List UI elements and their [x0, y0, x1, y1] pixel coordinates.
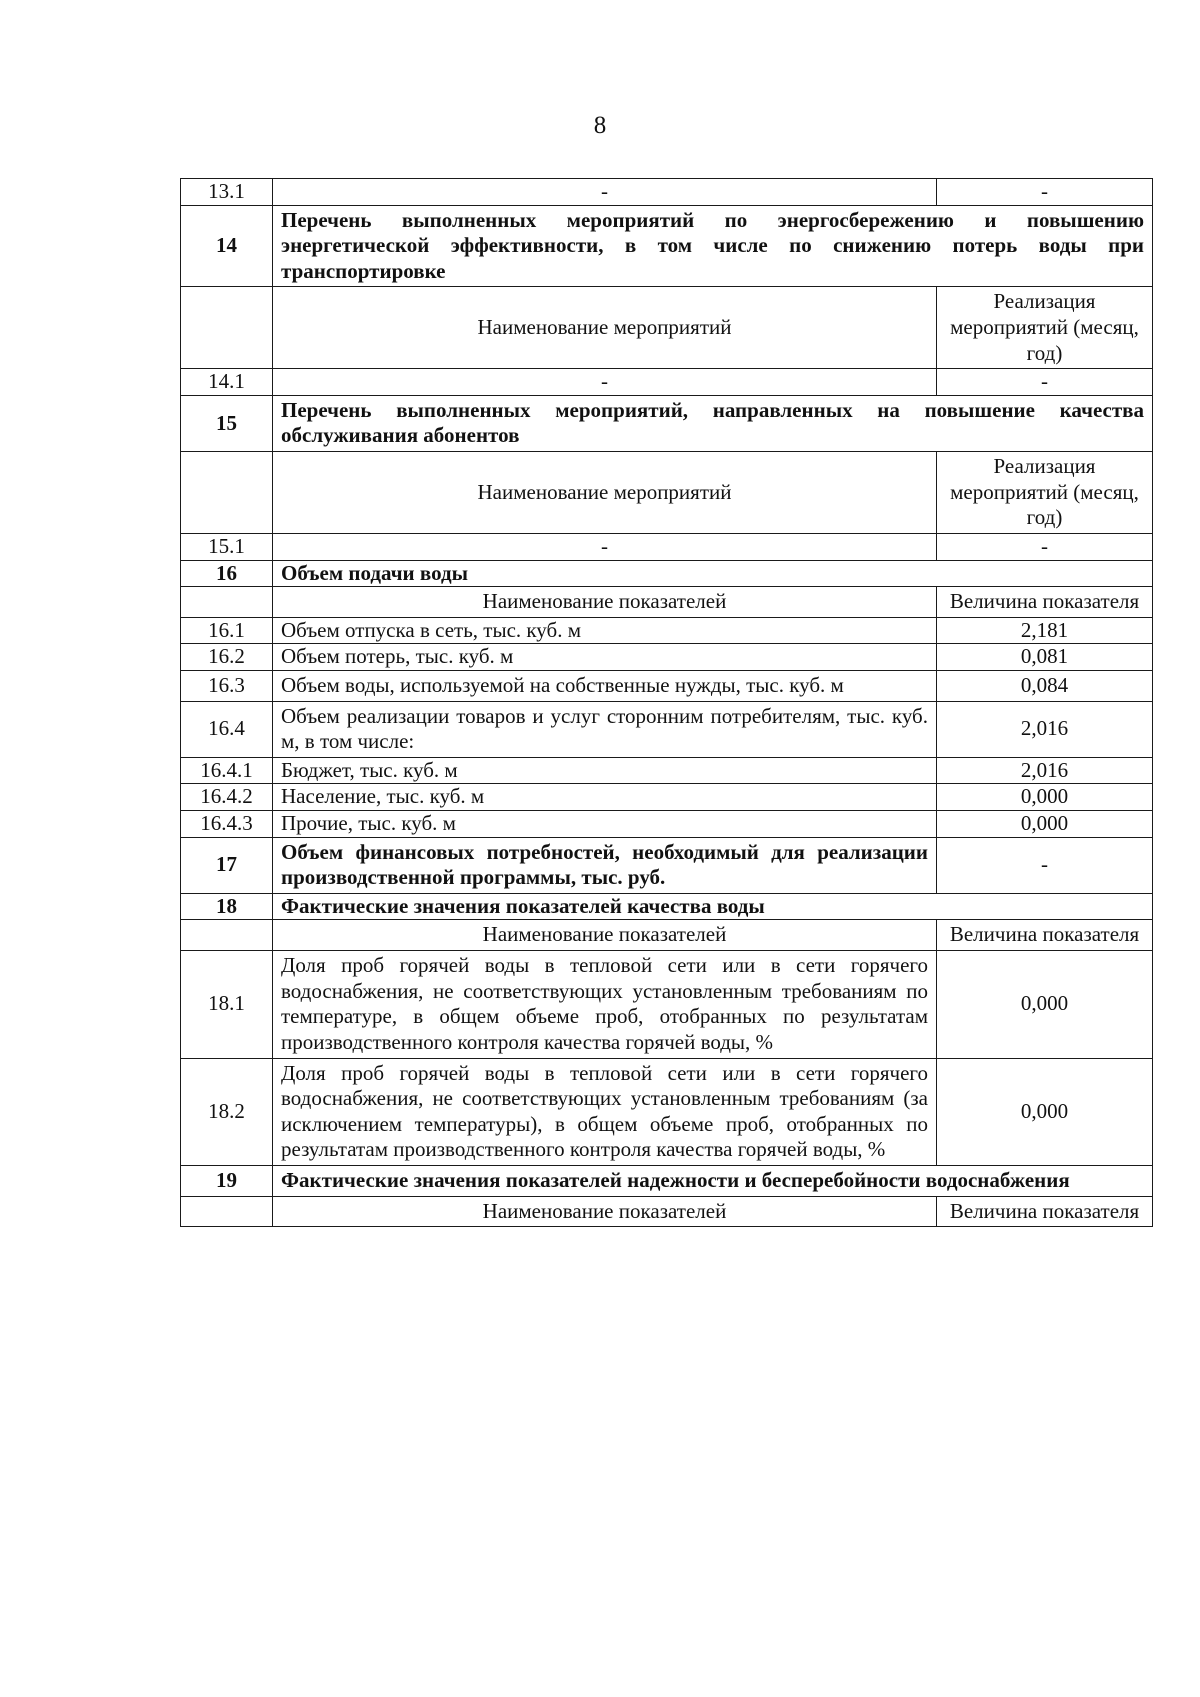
row-number: [181, 587, 273, 618]
column-header-name: Наименование показателей: [273, 1196, 937, 1227]
row-value: -: [937, 533, 1153, 560]
row-name: Объем воды, используемой на собственные нужды, тыс. куб. м: [273, 670, 937, 701]
section-title: Объем подачи воды: [273, 560, 1153, 587]
table-row: [181, 179, 1153, 206]
header-row: [181, 452, 1153, 534]
row-number: [181, 287, 273, 369]
column-header-name: Наименование показателей: [273, 920, 937, 951]
section-row: [181, 893, 1153, 920]
row-number: [181, 920, 273, 951]
row-number: 16.3: [181, 670, 273, 701]
row-number: 16.2: [181, 644, 273, 671]
row-value: -: [937, 837, 1153, 893]
column-header-value: Величина показателя: [937, 920, 1153, 951]
row-name: Объем отпуска в сеть, тыс. куб. м: [273, 617, 937, 644]
section-row: [181, 1165, 1153, 1196]
row-number: 16.1: [181, 617, 273, 644]
row-number: 16.4.3: [181, 811, 273, 838]
table-row: [181, 784, 1153, 811]
column-header-name: Наименование показателей: [273, 587, 937, 618]
table-row: [181, 811, 1153, 838]
section-row: [181, 395, 1153, 451]
section-number: 16: [181, 560, 273, 587]
page-number: 8: [593, 112, 607, 139]
table-row: [181, 644, 1153, 671]
table-row: [181, 617, 1153, 644]
row-value: 2,181: [937, 617, 1153, 644]
table-row: [181, 701, 1153, 757]
section-number: 19: [181, 1165, 273, 1196]
section-number: 17: [181, 837, 273, 893]
section-row: [181, 560, 1153, 587]
row-name: Объем потерь, тыс. куб. м: [273, 644, 937, 671]
section-row: [181, 205, 1153, 287]
row-value: -: [937, 179, 1153, 206]
row-name: Доля проб горячей воды в тепловой сети или в сети горячего водоснабжения, не соответствующих установленным требованиям (за исключением температуры), в общем объеме проб, отобранных по результатам производственного контроля качества горячей воды, %: [273, 1058, 937, 1165]
row-value: 0,084: [937, 670, 1153, 701]
column-header-value: Реализация мероприятий (месяц, год): [937, 452, 1153, 534]
table-row: [181, 670, 1153, 701]
row-value: 2,016: [937, 701, 1153, 757]
row-name: Объем реализации товаров и услуг сторонним потребителям, тыс. куб. м, в том числе:: [273, 701, 937, 757]
row-name: -: [273, 179, 937, 206]
row-number: 16.4.2: [181, 784, 273, 811]
column-header-name: Наименование мероприятий: [273, 287, 937, 369]
row-name: Население, тыс. куб. м: [273, 784, 937, 811]
row-value: 0,000: [937, 1058, 1153, 1165]
row-value: 0,000: [937, 811, 1153, 838]
table-row: [181, 1058, 1153, 1165]
section-title: Объем финансовых потребностей, необходимый для реализации производственной программы, тыс. руб.: [273, 837, 937, 893]
section-number: 18: [181, 893, 273, 920]
table-row: [181, 757, 1153, 784]
row-number: 16.4: [181, 701, 273, 757]
section-row: [181, 837, 1153, 893]
row-name: Доля проб горячей воды в тепловой сети или в сети горячего водоснабжения, не соответствующих установленным требованиям по температуре, в общем объеме проб, отобранных по результатам производственного контроля качества горячей воды, %: [273, 951, 937, 1058]
row-name: Прочие, тыс. куб. м: [273, 811, 937, 838]
header-row: [181, 1196, 1153, 1227]
section-title: Перечень выполненных мероприятий по энергосбережению и повышению энергетической эффективности, в том числе по снижению потерь воды при транспортировке: [273, 205, 1153, 287]
column-header-name: Наименование мероприятий: [273, 452, 937, 534]
row-name: -: [273, 369, 937, 396]
report-table: [180, 178, 1153, 1227]
row-number: 13.1: [181, 179, 273, 206]
section-title: Фактические значения показателей качества воды: [273, 893, 1153, 920]
header-row: [181, 920, 1153, 951]
column-header-value: Величина показателя: [937, 1196, 1153, 1227]
row-number: 15.1: [181, 533, 273, 560]
section-title: Фактические значения показателей надежности и бесперебойности водоснабжения: [273, 1165, 1153, 1196]
row-name: Бюджет, тыс. куб. м: [273, 757, 937, 784]
row-number: [181, 452, 273, 534]
column-header-value: Реализация мероприятий (месяц, год): [937, 287, 1153, 369]
section-title: Перечень выполненных мероприятий, направленных на повышение качества обслуживания абонентов: [273, 395, 1153, 451]
row-value: 0,081: [937, 644, 1153, 671]
table-row: [181, 533, 1153, 560]
row-value: 0,000: [937, 951, 1153, 1058]
row-value: 0,000: [937, 784, 1153, 811]
section-number: 14: [181, 205, 273, 287]
row-value: 2,016: [937, 757, 1153, 784]
table-row: [181, 951, 1153, 1058]
row-number: 18.1: [181, 951, 273, 1058]
section-number: 15: [181, 395, 273, 451]
row-number: 14.1: [181, 369, 273, 396]
column-header-value: Величина показателя: [937, 587, 1153, 618]
row-number: 16.4.1: [181, 757, 273, 784]
header-row: [181, 587, 1153, 618]
row-name: -: [273, 533, 937, 560]
table-row: [181, 369, 1153, 396]
header-row: [181, 287, 1153, 369]
row-number: 18.2: [181, 1058, 273, 1165]
row-number: [181, 1196, 273, 1227]
row-value: -: [937, 369, 1153, 396]
